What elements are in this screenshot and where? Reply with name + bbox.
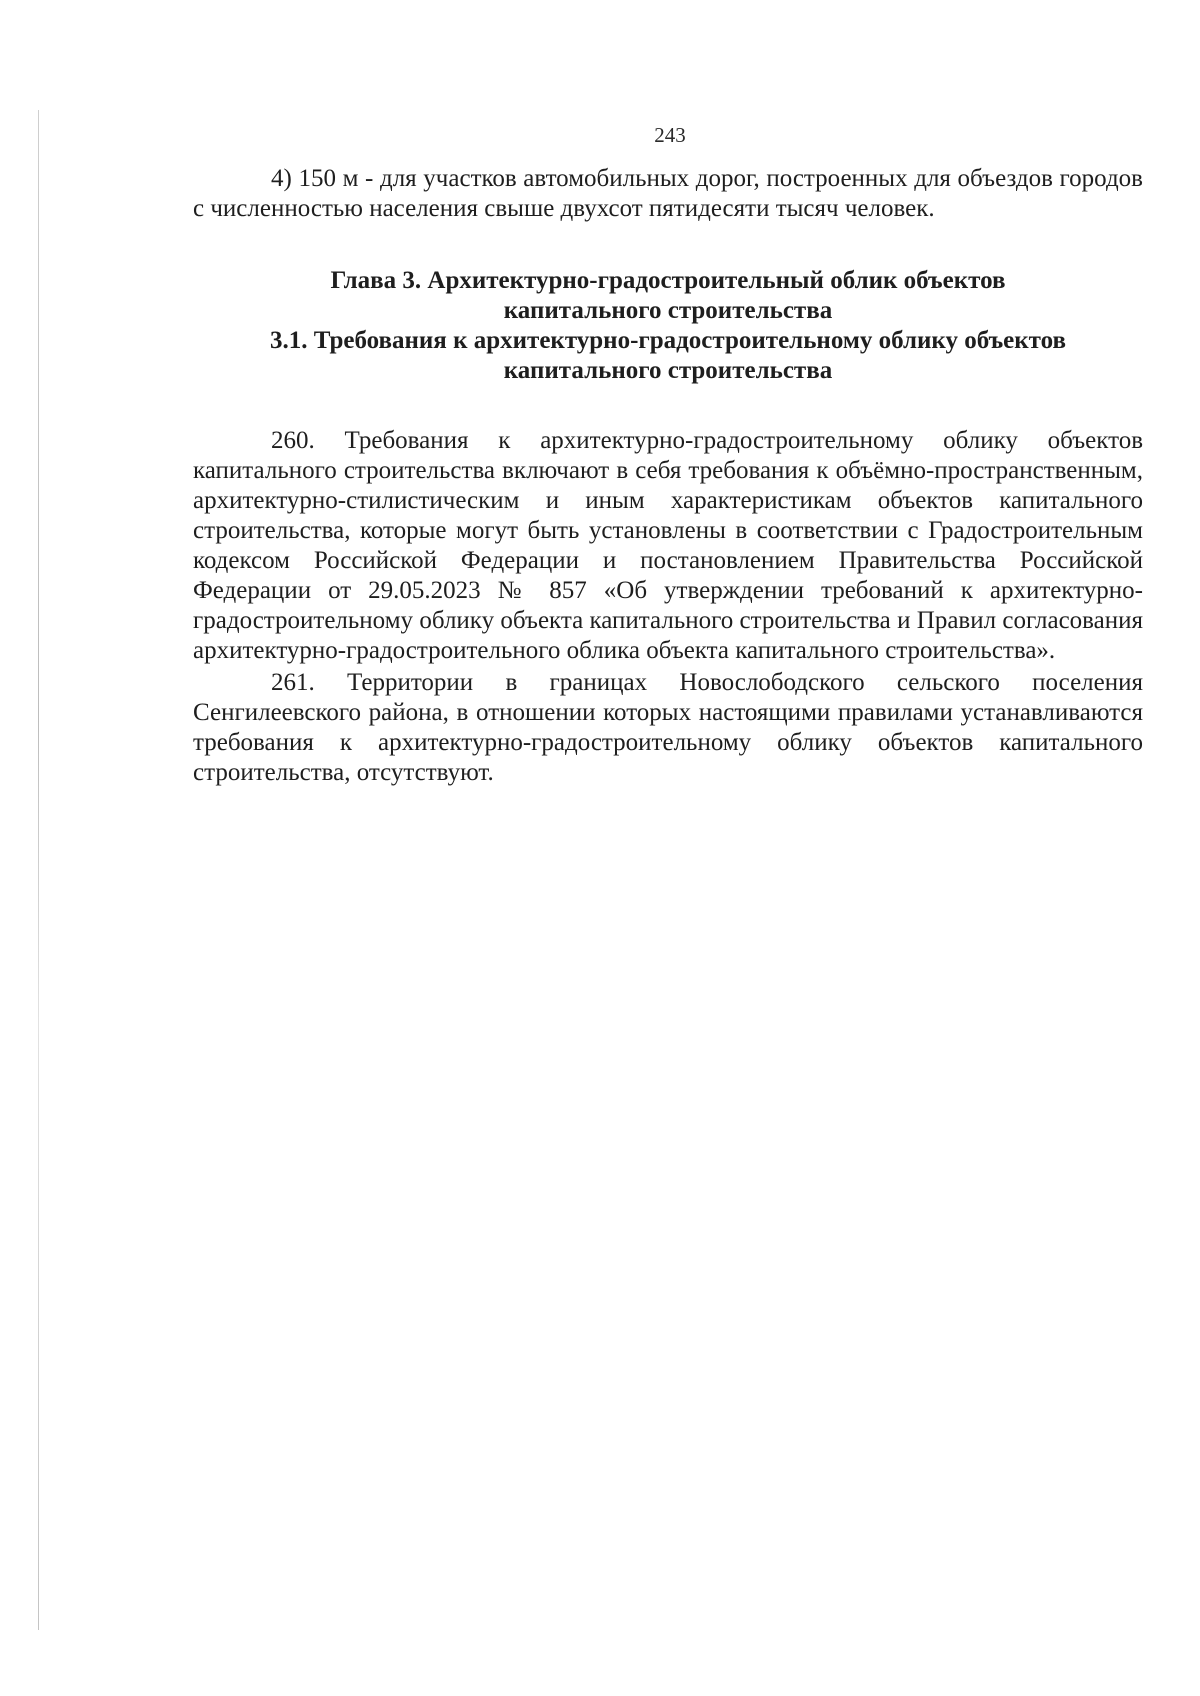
section-title [193, 326, 1143, 386]
paragraph-road-distance: 4) 150 м - для участков автомобильных дорог, построенных для объездов городов с численностью населения свыше двухсот пятидесяти тысяч человек. [193, 165, 1143, 222]
paragraph-261: 261. Территории в границах Новослободского сельского поселения Сенгилеевского района, в отношении которых настоящими правилами устанавливаются требования к архитектурно-градостроительному облику объектов капитального строительства, отсутствуют. [193, 669, 1143, 786]
section-title-line-2: капитального строительства [503, 357, 833, 384]
chapter-title [193, 266, 1143, 326]
section-title-line-1: 3.1. Требования к архитектурно-градостроительному облику объектов [269, 327, 1067, 354]
paragraph-260: 260. Требования к архитектурно-градостроительному облику объектов капитального строительства включают в себя требования к объёмно-пространственным, архитектурно-стилистическим и иным характеристикам объектов капитального строительства, которые могут быть установлены в соответствии с Градостроительным кодексом Российской Федерации и постановлением Правительства Российской Федерации от 29.05.2023 № 857 «Об утверждении требований к архитектурно-градостроительному облику объекта капитального строительства и Правил согласования архитектурно-градостроительного облика объекта капитального строительства». [193, 427, 1143, 664]
chapter-title-line-2: капитального строительства [503, 297, 833, 324]
chapter-heading-block [193, 266, 1143, 386]
document-body [193, 164, 1143, 788]
scan-edge-line [38, 110, 39, 1630]
chapter-title-line-1: Глава 3. Архитектурно-градостроительный облик объектов [330, 267, 1006, 294]
page-number: 243 [654, 123, 686, 147]
